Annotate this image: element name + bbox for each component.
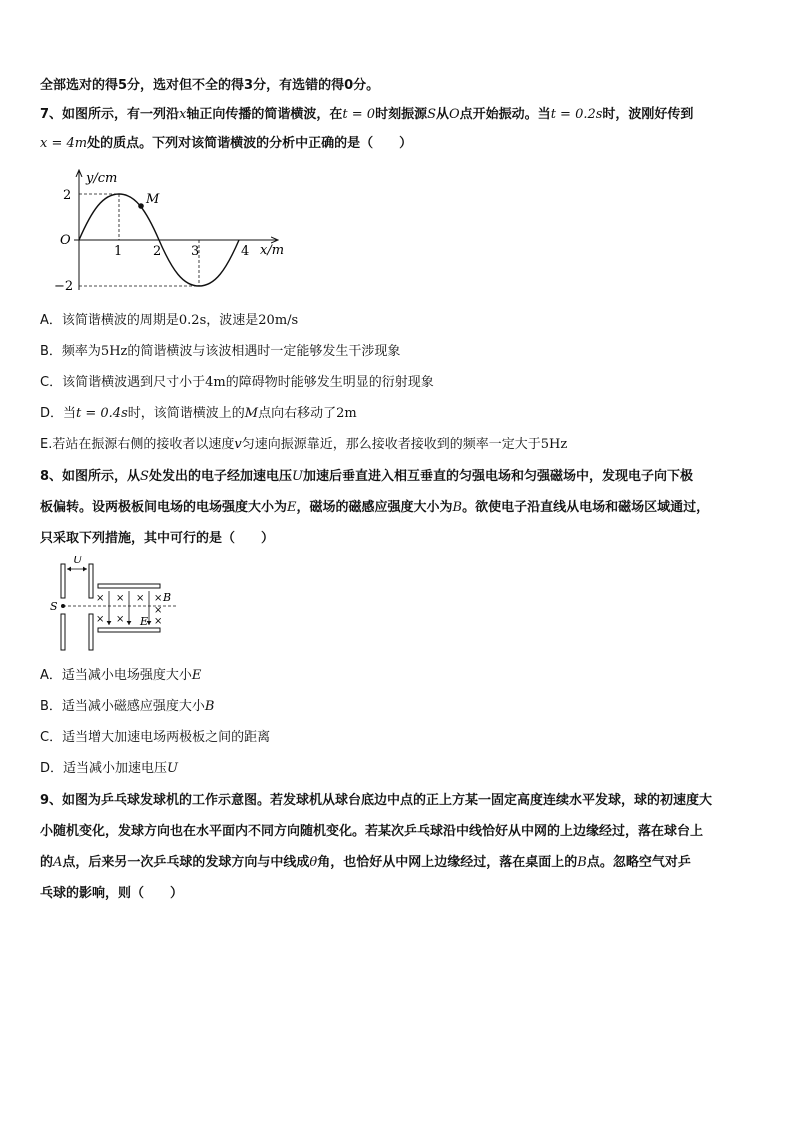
q8-option-b: B．适当减小磁感应强度大小B [40,699,215,714]
s-label: S [50,600,58,613]
accel-plate-left-bottom [61,614,65,650]
b-cross: × [116,614,125,625]
q9-stem-line3: 的A点，后来另一次乒乓球的发球方向与中线成θ角，也恰好从中网上边缘经过，落在桌面上的B点。忽略空气对乒 [40,855,691,870]
b-cross: × [136,593,145,604]
b-cross: × [96,614,105,625]
q8-option-a: A．适当减小电场强度大小E [40,668,202,683]
x-tick-2: 2 [153,244,162,259]
x-tick-1: 1 [114,244,123,259]
q7-stem-line1: 7、如图所示，有一列沿x轴正向传播的简谐横波，在t = 0时刻振源S从O点开始振动。当t = 0.2s时，波刚好传到 [40,107,694,122]
q7-option-b: B．频率为5Hz的简谐横波与该波相遇时一定能够发生干涉现象 [40,344,401,359]
b-cross: × [96,593,105,604]
y-axis-label: y/cm [86,171,118,186]
x-tick-4: 4 [241,244,250,259]
accel-plate-right-bottom [89,614,93,650]
q8-stem-line3: 只采取下列措施，其中可行的是（ ） [40,531,275,546]
q7-wave-graph [40,162,300,302]
q9-stem-line4: 乓球的影响，则（ ） [40,886,184,901]
b-cross: × [154,593,163,604]
x-tick-3: 3 [191,244,200,259]
b-cross: × [116,593,125,604]
deflect-plate-bottom [98,628,160,632]
b-cross: × [154,616,163,627]
u-label: U [73,556,83,566]
origin-label: O [60,233,71,248]
b-label: B [163,591,172,604]
e-label: E [140,615,149,628]
b-cross: × [154,605,163,616]
y-tick-2: 2 [63,188,72,203]
q8-stem-line1: 8、如图所示，从S处发出的电子经加速电压U加速后垂直进入相互垂直的匀强电场和匀强磁场中，发现电子向下极 [40,469,693,484]
deflect-plate-top [98,584,160,588]
q8-option-d: D．适当减小加速电压U [40,761,178,776]
q7-option-e: E.若站在振源右侧的接收者以速度v匀速向振源靠近，那么接收者接收到的频率一定大于5Hz [40,437,568,452]
q9-stem-line2: 小随机变化，发球方向也在水平面内不同方向随机变化。若某次乒乓球沿中线恰好从中网的上边缘经过，落在球台上 [40,824,704,839]
q9-stem-line1: 9、如图为乒乓球发球机的工作示意图。若发球机从球台底边中点的正上方某一固定高度连续水平发球，球的初速度大 [40,793,713,808]
q7-stem-line2: x = 4m处的质点。下列对该简谐横波的分析中正确的是（ ） [40,136,413,151]
q7-option-d: D．当t = 0.4s时，该简谐横波上的M点向右移动了2m [40,406,357,421]
q8-stem-line2: 板偏转。设两极板间电场的电场强度大小为E，磁场的磁感应强度大小为B。欲使电子沿直线从电场和磁场区域通过， [40,500,710,515]
point-m-label: M [146,192,160,207]
point-m [138,203,144,209]
q8-diagram [46,556,186,656]
q7-option-c: C．该简谐横波遇到尺寸小于4m的障碍物时能够发生明显的衍射现象 [40,375,434,390]
q7-option-a: A．该简谐横波的周期是0.2s，波速是20m/s [40,313,299,328]
accel-plate-left-top [61,564,65,598]
x-axis-label: x/m [260,243,285,258]
q8-option-c: C．适当增大加速电场两极板之间的距离 [40,730,271,745]
intro-text: 全部选对的得5分，选对但不全的得3分，有选错的得0分。 [40,78,380,93]
y-tick-neg2: −2 [54,279,74,294]
accel-plate-right-top [89,564,93,598]
